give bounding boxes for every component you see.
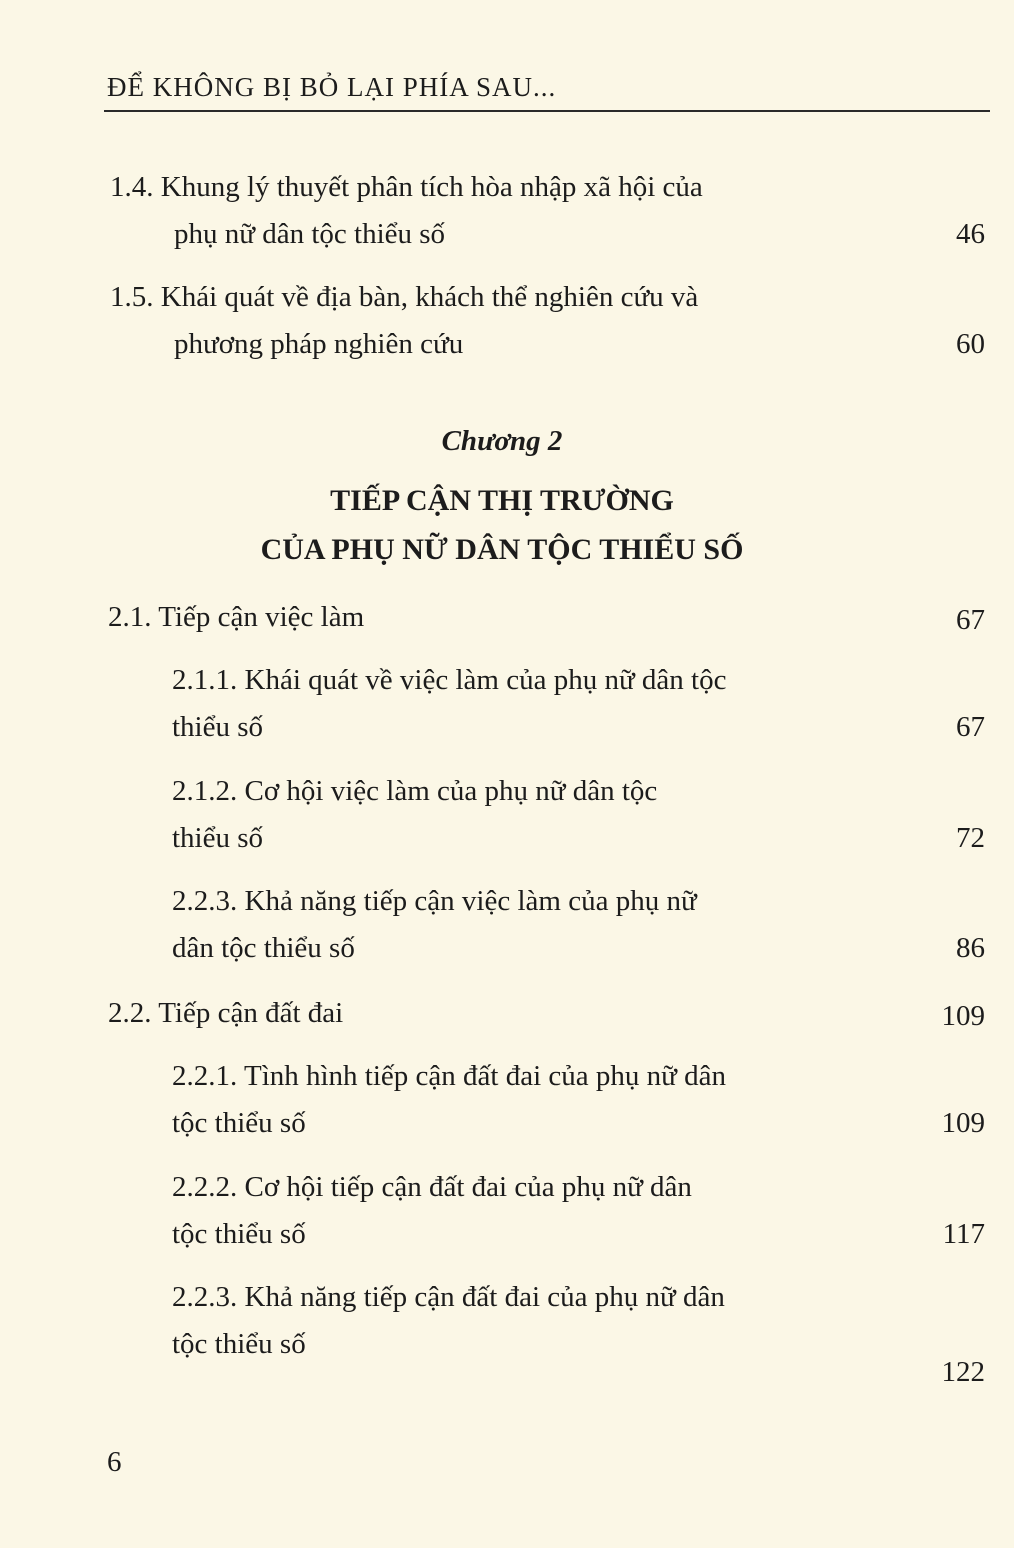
toc-entry-2-2-2-line1: 2.2.2. Cơ hội tiếp cận đất đai của phụ nữ dân (172, 1171, 692, 1203)
chapter-title-line1: TIẾP CẬN THỊ TRƯỜNG (330, 484, 674, 517)
toc-page-2-1-2: 72 (956, 822, 985, 854)
toc-entry-2-1: 2.1. Tiếp cận việc làm (108, 601, 365, 633)
toc-entry-2-2: 2.2. Tiếp cận đất đai (108, 997, 344, 1029)
toc-entry-2-2-3b-line2: tộc thiểu số (172, 1328, 306, 1360)
toc-page-2-2-3b: 122 (941, 1356, 985, 1388)
toc-entry-2-1-1-line2: thiểu số (172, 711, 264, 743)
toc-entry-2-2-1-line1: 2.2.1. Tình hình tiếp cận đất đai của phụ nữ dân (172, 1060, 726, 1092)
toc-entry-1-5-line2: phương pháp nghiên cứu (174, 328, 464, 360)
running-head: ĐỂ KHÔNG BỊ BỎ LẠI PHÍA SAU... (107, 72, 557, 102)
toc-page-2-1: 67 (956, 604, 985, 636)
toc-entry-2-2-1-line2: tộc thiểu số (172, 1107, 306, 1139)
toc-entry-2-2-3b-line1: 2.2.3. Khả năng tiếp cận đất đai của phụ nữ dân (172, 1281, 725, 1313)
toc-entry-2-2-3a-line2: dân tộc thiểu số (172, 932, 355, 964)
toc-entry-1-5-line1: 1.5. Khái quát về địa bàn, khách thể nghiên cứu và (110, 281, 699, 313)
toc-page-2-2-2: 117 (942, 1218, 985, 1250)
toc-page-2-2: 109 (941, 1000, 985, 1032)
chapter-title-line2: CỦA PHỤ NỮ DÂN TỘC THIỂU SỐ (260, 533, 744, 566)
toc-page-1-5: 60 (956, 328, 985, 360)
toc-page-2-2-3a: 86 (956, 932, 985, 964)
header-rule (104, 110, 990, 112)
chapter-label: Chương 2 (441, 425, 563, 457)
toc-entry-2-1-2-line2: thiểu số (172, 822, 264, 854)
toc-entry-2-1-1-line1: 2.1.1. Khái quát về việc làm của phụ nữ dân tộc (172, 664, 727, 696)
page-number: 6 (107, 1446, 122, 1478)
toc-entry-2-1-2-line1: 2.1.2. Cơ hội việc làm của phụ nữ dân tộc (172, 775, 658, 807)
toc-page-2-2-1: 109 (941, 1107, 985, 1139)
toc-page-2-1-1: 67 (956, 711, 985, 743)
toc-entry-2-2-3a-line1: 2.2.3. Khả năng tiếp cận việc làm của phụ nữ (172, 885, 697, 917)
toc-page-1-4: 46 (956, 218, 985, 250)
toc-entry-1-4-line2: phụ nữ dân tộc thiểu số (174, 218, 446, 250)
toc-entry-2-2-2-line2: tộc thiểu số (172, 1218, 306, 1250)
toc-entry-1-4-line1: 1.4. Khung lý thuyết phân tích hòa nhập xã hội của (110, 171, 703, 203)
